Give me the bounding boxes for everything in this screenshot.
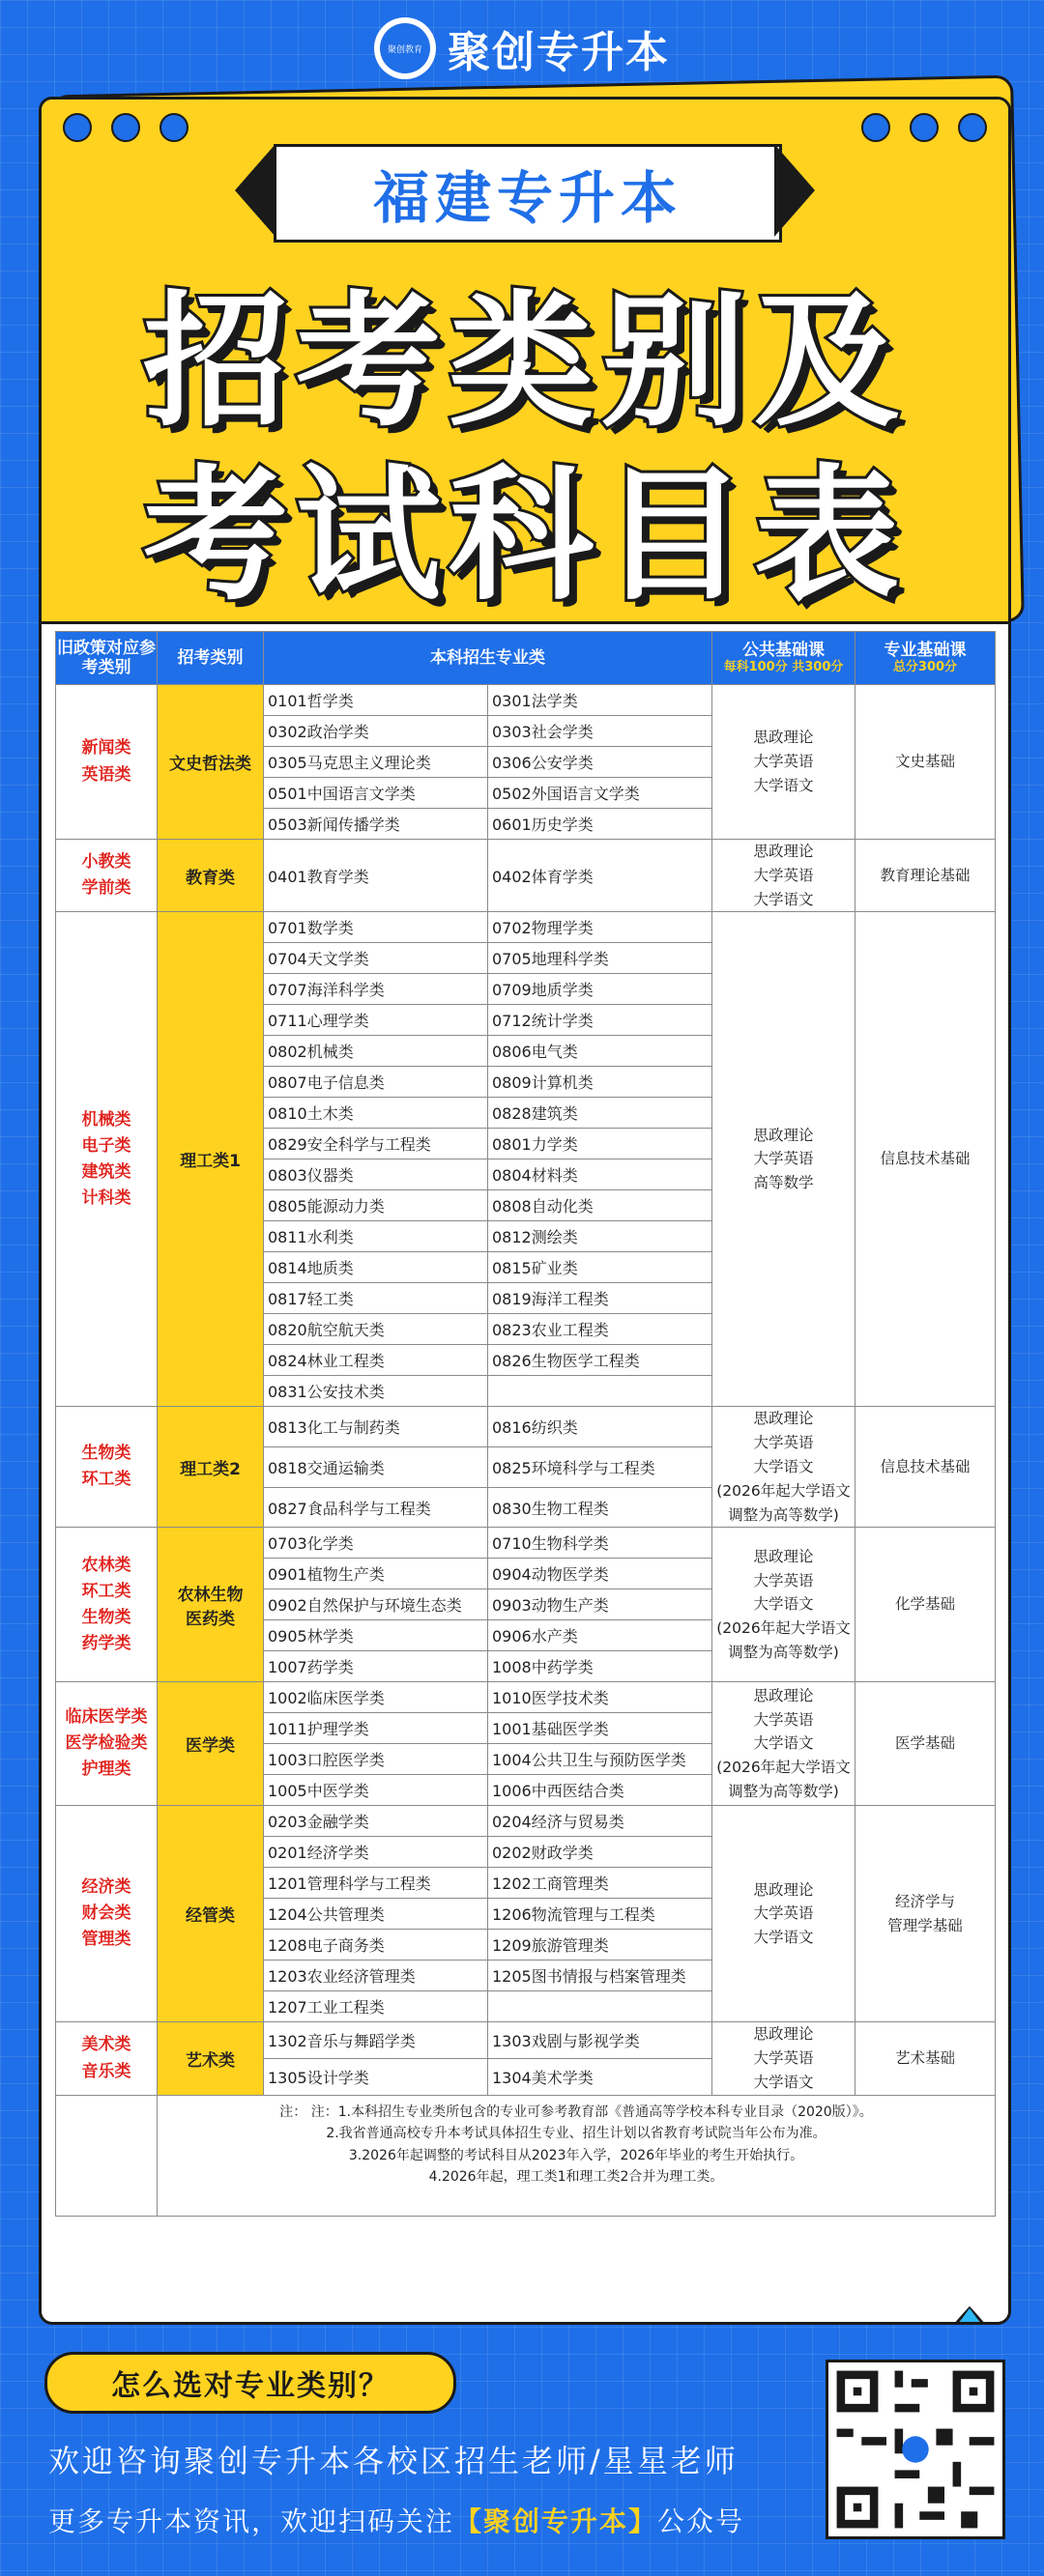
major-cell: 0401教育学类 — [264, 840, 488, 912]
major-cell: 0202财政学类 — [488, 1837, 712, 1868]
major-cell: 0707海洋科学类 — [264, 974, 488, 1005]
old-category-cell: 新闻类 英语类 — [56, 685, 158, 840]
major-cell: 0802机械类 — [264, 1036, 488, 1067]
major-cell: 0501中国语言文学类 — [264, 778, 488, 809]
public-courses-cell: 思政理论 大学英语 大学语文 — [712, 685, 856, 840]
major-cell: 0806电气类 — [488, 1036, 712, 1067]
dots-right — [861, 113, 987, 142]
major-cell: 1205图书情报与档案管理类 — [488, 1961, 712, 1991]
old-category-cell: 经济类 财会类 管理类 — [56, 1806, 158, 2022]
major-cell — [488, 1376, 712, 1407]
major-cell: 0204经济与贸易类 — [488, 1806, 712, 1837]
major-cell: 0303社会学类 — [488, 716, 712, 747]
major-cell: 1201管理科学与工程类 — [264, 1868, 488, 1899]
professional-course-cell: 信息技术基础 — [856, 1407, 996, 1528]
footer-line2-highlight: 【聚创专升本】 — [454, 2505, 658, 2537]
footer-line2 — [48, 2501, 802, 2539]
major-cell: 0905林学类 — [264, 1620, 488, 1651]
exam-category-cell: 医学类 — [158, 1682, 264, 1806]
exam-category-cell: 文史哲法类 — [158, 685, 264, 840]
major-cell: 0827食品科学与工程类 — [264, 1487, 488, 1528]
dot-icon — [910, 113, 939, 142]
major-cell: 0301法学类 — [488, 685, 712, 716]
brand-logo-icon — [374, 17, 436, 79]
ribbon-body — [274, 144, 782, 243]
major-cell: 0402体育学类 — [488, 840, 712, 912]
note-line: 注： 注：1.本科招生专业类所包含的专业可参考教育部《普通高等学校本科专业目录（2020版）》。 — [279, 2104, 873, 2120]
public-courses-cell: 思政理论 大学英语 大学语文 (2026年起大学语文 调整为高等数学) — [712, 1407, 856, 1528]
table-row — [56, 1806, 996, 1837]
major-cell: 0906水产类 — [488, 1620, 712, 1651]
ribbon-arrow-left-icon — [235, 144, 276, 237]
major-cell: 0805能源动力类 — [264, 1190, 488, 1221]
major-cell: 0203金融学类 — [264, 1806, 488, 1837]
major-cell: 1204公共管理类 — [264, 1899, 488, 1930]
header-majors: 本科招生专业类 — [264, 632, 712, 685]
old-category-cell: 农林类 环工类 生物类 药学类 — [56, 1528, 158, 1682]
major-cell: 0831公安技术类 — [264, 1376, 488, 1407]
major-cell: 0824林业工程类 — [264, 1345, 488, 1376]
major-cell: 1003口腔医学类 — [264, 1744, 488, 1775]
table-body — [56, 685, 996, 2217]
major-cell: 0904动物医学类 — [488, 1559, 712, 1589]
major-cell — [488, 1991, 712, 2022]
table-row — [56, 912, 996, 943]
professional-course-cell: 文史基础 — [856, 685, 996, 840]
major-cell: 0825环境科学与工程类 — [488, 1447, 712, 1488]
old-category-cell: 机械类 电子类 建筑类 计科类 — [56, 912, 158, 1407]
old-category-cell: 生物类 环工类 — [56, 1407, 158, 1528]
exam-table-wrapper — [55, 631, 995, 2217]
major-cell: 0709地质学类 — [488, 974, 712, 1005]
major-cell: 0305马克思主义理论类 — [264, 747, 488, 778]
public-courses-cell: 思政理论 大学英语 高等数学 — [712, 912, 856, 1407]
table-row — [56, 1407, 996, 1447]
major-cell: 0704天文学类 — [264, 943, 488, 974]
exam-category-cell: 理工类1 — [158, 912, 264, 1407]
major-cell: 0201经济学类 — [264, 1837, 488, 1868]
professional-course-cell: 医学基础 — [856, 1682, 996, 1806]
public-courses-cell: 思政理论 大学英语 大学语文 — [712, 2022, 856, 2095]
major-cell: 0306公安学类 — [488, 747, 712, 778]
notes-row — [56, 2095, 996, 2216]
ribbon — [235, 144, 815, 237]
qr-code-icon[interactable] — [826, 2360, 1005, 2539]
header-pub-label: 公共基础课 — [742, 641, 825, 660]
major-cell: 0705地理科学类 — [488, 943, 712, 974]
major-cell: 0801力学类 — [488, 1129, 712, 1159]
brand-header — [0, 17, 1044, 79]
major-cell: 0803仪器类 — [264, 1159, 488, 1190]
major-cell: 0830生物工程类 — [488, 1487, 712, 1528]
brand-name: 聚创专升本 — [448, 28, 670, 77]
major-cell: 1011护理学类 — [264, 1713, 488, 1744]
major-cell: 0502外国语言文学类 — [488, 778, 712, 809]
major-cell: 1207工业工程类 — [264, 1991, 488, 2022]
major-cell: 1206物流管理与工程类 — [488, 1899, 712, 1930]
header-old: 旧政策对应参考类别 — [56, 632, 158, 685]
major-cell: 0828建筑类 — [488, 1098, 712, 1129]
major-cell: 0810土木类 — [264, 1098, 488, 1129]
professional-course-cell: 化学基础 — [856, 1528, 996, 1682]
header-pro-label: 专业基础课 — [884, 641, 967, 660]
major-cell: 1203农业经济管理类 — [264, 1961, 488, 1991]
major-cell: 1208电子商务类 — [264, 1930, 488, 1961]
major-cell: 0817轻工类 — [264, 1283, 488, 1314]
public-courses-cell: 思政理论 大学英语 大学语文 — [712, 840, 856, 912]
public-courses-cell: 思政理论 大学英语 大学语文 — [712, 1806, 856, 2022]
exam-category-cell: 农林生物 医药类 — [158, 1528, 264, 1682]
table-row — [56, 2022, 996, 2059]
major-cell: 1010医学技术类 — [488, 1682, 712, 1713]
major-cell: 0813化工与制药类 — [264, 1407, 488, 1447]
title-line-2: 考试科目表 — [142, 452, 907, 620]
footer-line2-post: 公众号 — [657, 2505, 745, 2537]
header-pub — [712, 632, 856, 685]
major-cell: 0903动物生产类 — [488, 1589, 712, 1620]
major-cell: 1006中西医结合类 — [488, 1775, 712, 1806]
dot-icon — [160, 113, 188, 142]
professional-course-cell: 信息技术基础 — [856, 912, 996, 1407]
table-row — [56, 685, 996, 716]
major-cell: 0101哲学类 — [264, 685, 488, 716]
professional-course-cell: 经济学与 管理学基础 — [856, 1806, 996, 2022]
footer-line2-pre: 更多专升本资讯，欢迎扫码关注 — [48, 2505, 455, 2537]
header-pro — [856, 632, 996, 685]
brand-logo-text: 聚创教育 — [380, 23, 430, 73]
table-row — [56, 1528, 996, 1559]
public-courses-cell: 思政理论 大学英语 大学语文 (2026年起大学语文 调整为高等数学) — [712, 1682, 856, 1806]
note-line: 4.2026年起，理工类1和理工类2合并为理工类。 — [428, 2168, 724, 2185]
major-cell: 0812测绘类 — [488, 1221, 712, 1252]
major-cell: 0811水利类 — [264, 1221, 488, 1252]
hero-banner — [42, 100, 1008, 624]
major-cell: 0710生物科学类 — [488, 1528, 712, 1559]
major-cell: 1008中药学类 — [488, 1651, 712, 1682]
major-cell: 0819海洋工程类 — [488, 1283, 712, 1314]
major-cell: 0712统计学类 — [488, 1005, 712, 1036]
ribbon-arrow-right-icon — [774, 144, 815, 237]
note-line: 3.2026年起调整的考试科目从2023年入学，2026年毕业的考生开始执行。 — [348, 2147, 804, 2163]
major-cell: 1303戏剧与影视学类 — [488, 2022, 712, 2059]
professional-course-cell: 教育理论基础 — [856, 840, 996, 912]
major-cell: 0823农业工程类 — [488, 1314, 712, 1345]
dot-icon — [958, 113, 987, 142]
major-cell: 0901植物生产类 — [264, 1559, 488, 1589]
dot-icon — [63, 113, 92, 142]
major-cell: 0703化学类 — [264, 1528, 488, 1559]
exam-category-cell: 艺术类 — [158, 2022, 264, 2095]
note-line: 2.我省普通高校专升本考试具体招生专业、招生计划以省教育考试院当年公布为准。 — [326, 2126, 826, 2142]
major-cell: 0815矿业类 — [488, 1252, 712, 1283]
footer-badge: 怎么选对专业类别？ — [44, 2352, 456, 2414]
dot-icon — [111, 113, 140, 142]
major-cell: 0820航空航天类 — [264, 1314, 488, 1345]
major-cell: 1305设计学类 — [264, 2059, 488, 2096]
major-cell: 0711心理学类 — [264, 1005, 488, 1036]
mascot-icon — [912, 2301, 1011, 2325]
old-category-cell: 美术类 音乐类 — [56, 2022, 158, 2095]
major-cell: 0804材料类 — [488, 1159, 712, 1190]
title-line-1: 招考类别及 — [142, 278, 907, 446]
major-cell: 0702物理学类 — [488, 912, 712, 943]
table-header-row — [56, 632, 996, 685]
major-cell: 0302政治学类 — [264, 716, 488, 747]
old-category-cell: 小教类 学前类 — [56, 840, 158, 912]
major-cell: 0601历史学类 — [488, 809, 712, 840]
professional-course-cell: 艺术基础 — [856, 2022, 996, 2095]
table-row — [56, 840, 996, 912]
major-cell: 0814地质类 — [264, 1252, 488, 1283]
major-cell: 0826生物医学工程类 — [488, 1345, 712, 1376]
public-courses-cell: 思政理论 大学英语 大学语文 (2026年起大学语文 调整为高等数学) — [712, 1528, 856, 1682]
dot-icon — [861, 113, 890, 142]
notes-blank-cell — [56, 2095, 158, 2216]
header-pub-sub: 每科100分 共300分 — [723, 660, 844, 675]
header-pro-sub: 总分300分 — [892, 660, 958, 675]
ribbon-text: 福建专升本 — [372, 165, 682, 231]
exam-category-cell: 理工类2 — [158, 1407, 264, 1528]
footer-line1: 欢迎咨询聚创专升本各校区招生老师/星星老师 — [48, 2443, 739, 2479]
major-cell: 1302音乐与舞蹈学类 — [264, 2022, 488, 2059]
major-cell: 0503新闻传播学类 — [264, 809, 488, 840]
major-cell: 0829安全科学与工程类 — [264, 1129, 488, 1159]
major-cell: 1005中医学类 — [264, 1775, 488, 1806]
major-cell: 1202工商管理类 — [488, 1868, 712, 1899]
notes-cell — [158, 2095, 996, 2216]
dots-left — [63, 113, 188, 142]
major-cell: 1007药学类 — [264, 1651, 488, 1682]
major-cell: 0701数学类 — [264, 912, 488, 943]
major-cell: 1304美术学类 — [488, 2059, 712, 2096]
exam-table — [55, 631, 996, 2217]
major-cell: 0807电子信息类 — [264, 1067, 488, 1098]
major-cell: 0809计算机类 — [488, 1067, 712, 1098]
major-cell: 1002临床医学类 — [264, 1682, 488, 1713]
major-cell: 1209旅游管理类 — [488, 1930, 712, 1961]
major-cell: 1004公共卫生与预防医学类 — [488, 1744, 712, 1775]
old-category-cell: 临床医学类 医学检验类 护理类 — [56, 1682, 158, 1806]
exam-category-cell: 经管类 — [158, 1806, 264, 2022]
major-cell: 0818交通运输类 — [264, 1447, 488, 1488]
exam-category-cell: 教育类 — [158, 840, 264, 912]
major-cell: 0808自动化类 — [488, 1190, 712, 1221]
major-cell: 0816纺织类 — [488, 1407, 712, 1447]
header-cat: 招考类别 — [158, 632, 264, 685]
table-row — [56, 1682, 996, 1713]
poster-card — [39, 97, 1011, 2325]
major-cell: 1001基础医学类 — [488, 1713, 712, 1744]
major-cell: 0902自然保护与环境生态类 — [264, 1589, 488, 1620]
